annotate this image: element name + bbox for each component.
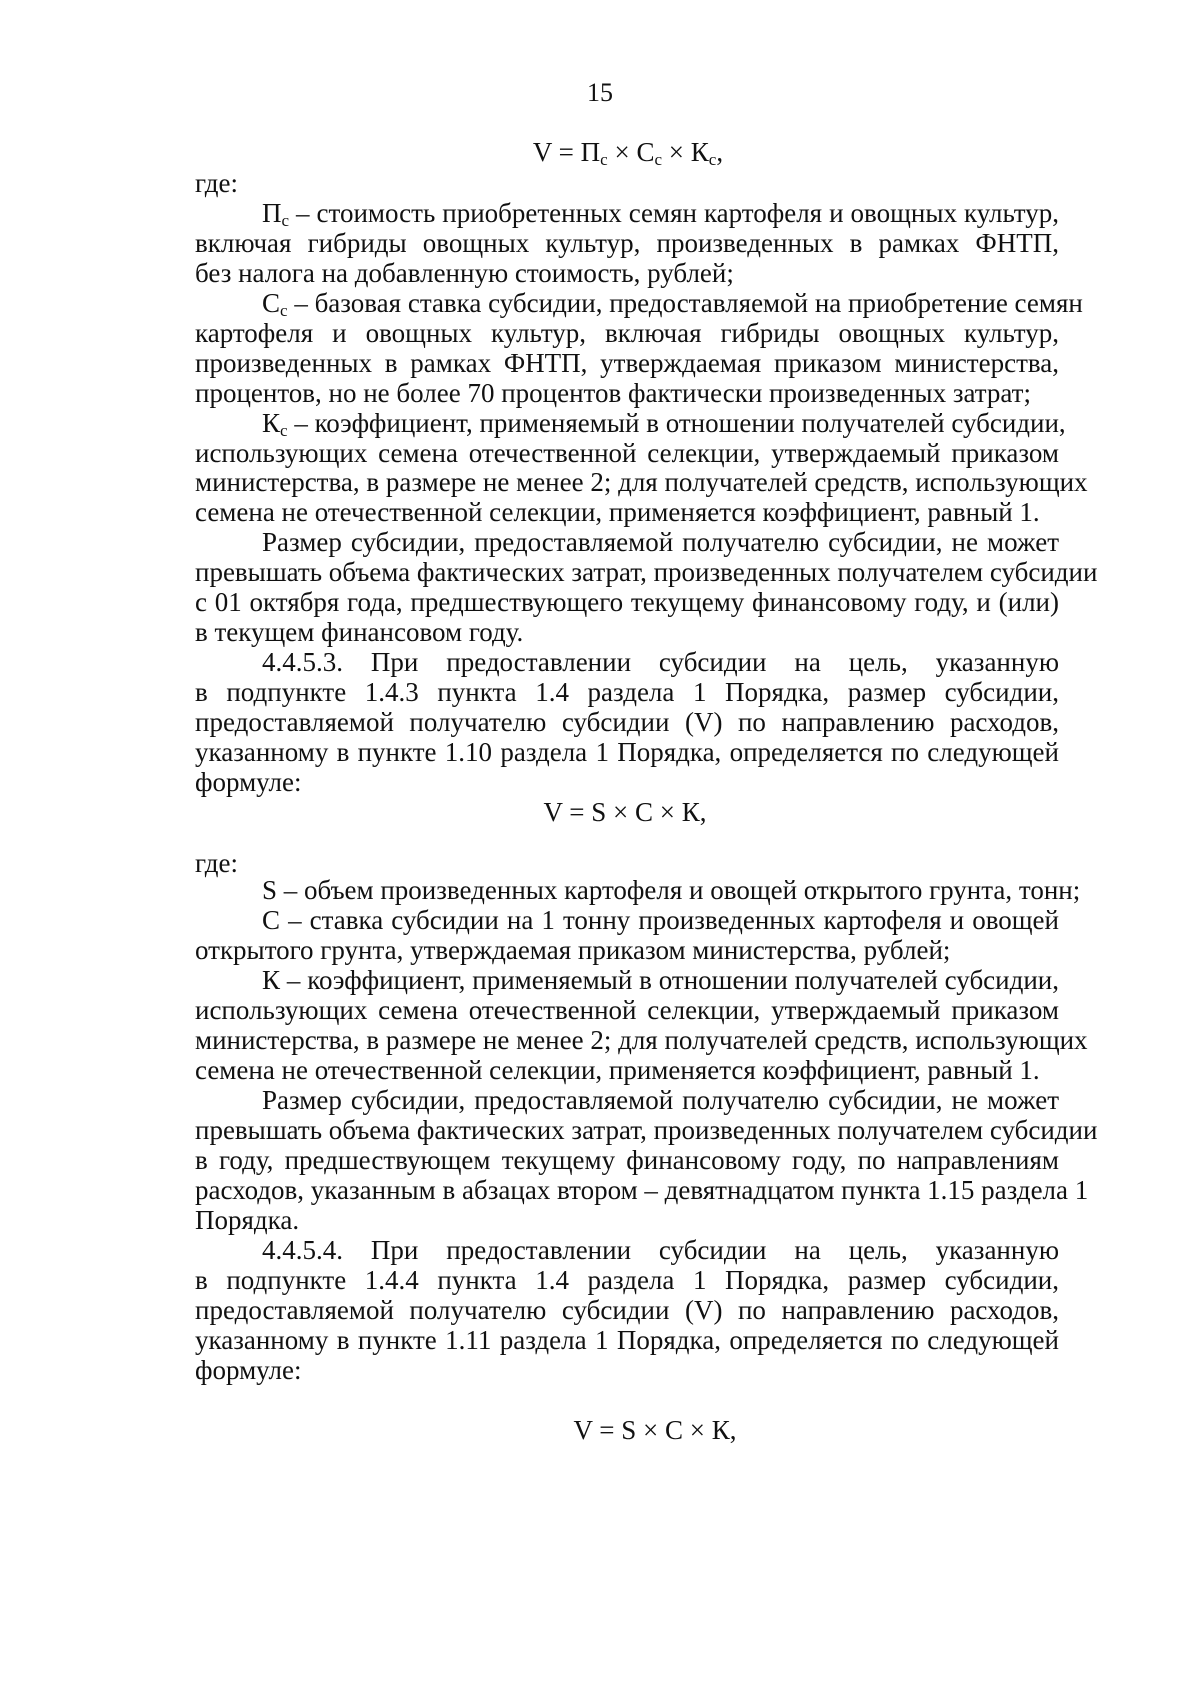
clause-4453-line: 4.4.5.3. При предоставлении субсидии на цель, указанную: [262, 647, 1059, 677]
definition-k-line: К – коэффициент, применяемый в отношении получателей субсидии,: [262, 965, 1059, 995]
definition-s-line: S – объем произведенных картофеля и овощей открытого грунта, тонн;: [262, 875, 1081, 905]
paragraph-line: в году, предшествующем текущему финансовому году, по направлениям: [195, 1145, 1059, 1175]
definition-kc-line: семена не отечественной селекции, применяется коэффициент, равный 1.: [195, 497, 1040, 527]
paragraph-line: Размер субсидии, предоставляемой получателю субсидии, не может: [262, 1085, 1059, 1115]
formula-v-pc-cc-kc: $V = П_с \times С_с \times К_с$,: [532, 137, 724, 169]
definition-k-line: министерства, в размере не менее 2; для получателей средств, использующих: [195, 1025, 1088, 1055]
where-label: где:: [195, 848, 238, 878]
definition-c-line: открытого грунта, утверждаемая приказом министерства, рублей;: [195, 935, 951, 965]
definition-k-line: семена не отечественной селекции, применяется коэффициент, равный 1.: [195, 1055, 1040, 1085]
clause-4454-line: 4.4.5.4. При предоставлении субсидии на цель, указанную: [262, 1235, 1059, 1265]
definition-cc-line: произведенных в рамках ФНТП, утверждаемая приказом министерства,: [195, 348, 1059, 378]
definition-cc-line: $С_с$ – базовая ставка субсидии, предоставляемой на приобретение семян: [262, 288, 1083, 320]
clause-4454-line: указанному в пункте 1.11 раздела 1 Порядка, определяется по следующей: [195, 1325, 1059, 1355]
paragraph-line: с 01 октября года, предшествующего текущему финансовому году, и (или): [195, 587, 1059, 617]
definition-pc-line: включая гибриды овощных культур, произведенных в рамках ФНТП,: [195, 228, 1059, 258]
definition-pc-line: $П_с$ – стоимость приобретенных семян картофеля и овощных культур,: [262, 198, 1059, 230]
paragraph-line: превышать объема фактических затрат, произведенных получателем субсидии: [195, 557, 1098, 587]
page-number: 15: [587, 78, 613, 107]
definition-cc-line: процентов, но не более 70 процентов фактически произведенных затрат;: [195, 378, 1031, 408]
definition-k-line: использующих семена отечественной селекции, утверждаемый приказом: [195, 995, 1059, 1025]
formula-v-s-c-k: V = S × С × К,: [543, 797, 707, 827]
paragraph-line: превышать объема фактических затрат, произведенных получателем субсидии: [195, 1115, 1098, 1145]
clause-4453-line: указанному в пункте 1.10 раздела 1 Порядка, определяется по следующей: [195, 737, 1059, 767]
definition-cc-line: картофеля и овощных культур, включая гибриды овощных культур,: [195, 318, 1059, 348]
clause-4454-line: предоставляемой получателю субсидии (V) по направлению расходов,: [195, 1295, 1059, 1325]
definition-kc-line: министерства, в размере не менее 2; для получателей средств, использующих: [195, 467, 1088, 497]
where-label: где:: [195, 168, 238, 198]
definition-kc-line: использующих семена отечественной селекции, утверждаемый приказом: [195, 438, 1059, 468]
definition-pc-line: без налога на добавленную стоимость, рублей;: [195, 258, 734, 288]
formula-v-s-c-k: V = S × С × К,: [573, 1415, 737, 1445]
paragraph-line: Порядка.: [195, 1205, 300, 1235]
clause-4453-line: формуле:: [195, 767, 302, 797]
clause-4454-line: в подпункте 1.4.4 пункта 1.4 раздела 1 Порядка, размер субсидии,: [195, 1265, 1059, 1295]
clause-4453-line: предоставляемой получателю субсидии (V) по направлению расходов,: [195, 707, 1059, 737]
paragraph-line: Размер субсидии, предоставляемой получателю субсидии, не может: [262, 527, 1059, 557]
clause-4453-line: в подпункте 1.4.3 пункта 1.4 раздела 1 Порядка, размер субсидии,: [195, 677, 1059, 707]
definition-c-line: С – ставка субсидии на 1 тонну произведенных картофеля и овощей: [262, 905, 1059, 935]
paragraph-line: в текущем финансовом году.: [195, 617, 524, 647]
paragraph-line: расходов, указанным в абзацах втором – девятнадцатом пункта 1.15 раздела 1: [195, 1175, 1089, 1205]
definition-kc-line: $К_с$ – коэффициент, применяемый в отношении получателей субсидии,: [262, 408, 1066, 440]
clause-4454-line: формуле:: [195, 1355, 302, 1385]
